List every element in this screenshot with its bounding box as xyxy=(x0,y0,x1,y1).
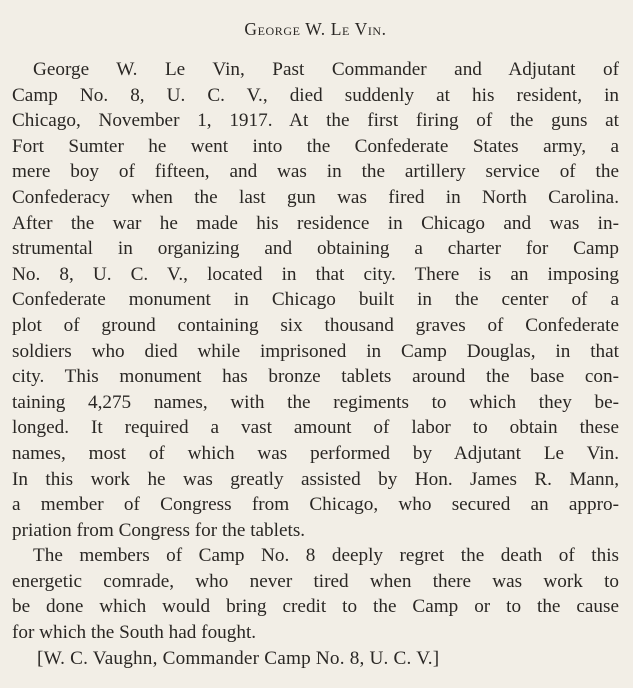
paragraph-line: George W. Le Vin, Past Commander and Adjutant of xyxy=(33,59,619,80)
paragraph-line: longed. It required a vast amount of labor to obtain these xyxy=(12,417,619,439)
paragraph-line: names, most of which was performed by Adjutant Le Vin. xyxy=(12,442,619,464)
paragraph-tribute xyxy=(12,543,619,645)
paragraph-line: taining 4,275 names, with the regiments to which they be- xyxy=(12,391,619,413)
article-title: George W. Le Vin. xyxy=(244,19,387,39)
paragraph-line: mere boy of fifteen, and was in the artillery service of the xyxy=(12,161,619,183)
paragraph-line: Chicago, November 1, 1917. At the first firing of the guns at xyxy=(12,110,619,132)
paragraph-line: priation from Congress for the tablets. xyxy=(12,519,306,541)
paragraph-line: The members of Camp No. 8 deeply regret the death of this xyxy=(33,545,619,567)
paragraph-line: In this work he was greatly assisted by Hon. James R. Mann, xyxy=(12,468,619,490)
paragraph-line: be done which would bring credit to the Camp or to the cause xyxy=(12,596,619,618)
paragraph-line: Fort Sumter he went into the Confederate States army, a xyxy=(12,135,619,157)
paragraph-line: Confederate monument in Chicago built in the center of a xyxy=(12,289,619,311)
paragraph-line: After the war he made his residence in Chicago and was in- xyxy=(12,212,619,234)
paragraph-line: plot of ground containing six thousand graves of Confederate xyxy=(12,314,619,336)
signature-line: [W. C. Vaughn, Commander Camp No. 8, U. C. V.] xyxy=(37,647,440,669)
paragraph-line: Confederacy when the last gun was fired in North Carolina. xyxy=(12,186,619,208)
paragraph-line: No. 8, U. C. V., located in that city. There is an imposing xyxy=(12,263,619,285)
paragraph-line: for which the South had fought. xyxy=(12,622,257,644)
paragraph-obituary xyxy=(12,57,619,543)
paragraph-line: a member of Congress from Chicago, who secured an appro- xyxy=(12,494,619,516)
paragraph-line: soldiers who died while imprisoned in Camp Douglas, in that xyxy=(12,340,619,362)
paragraph-line: strumental in organizing and obtaining a charter for Camp xyxy=(12,238,619,260)
paragraph-line: city. This monument has bronze tablets around the base con- xyxy=(12,366,619,388)
paragraph-line: Camp No. 8, U. C. V., died suddenly at his resident, in xyxy=(12,84,619,106)
paragraph-line: energetic comrade, who never tired when there was work to xyxy=(12,570,619,592)
